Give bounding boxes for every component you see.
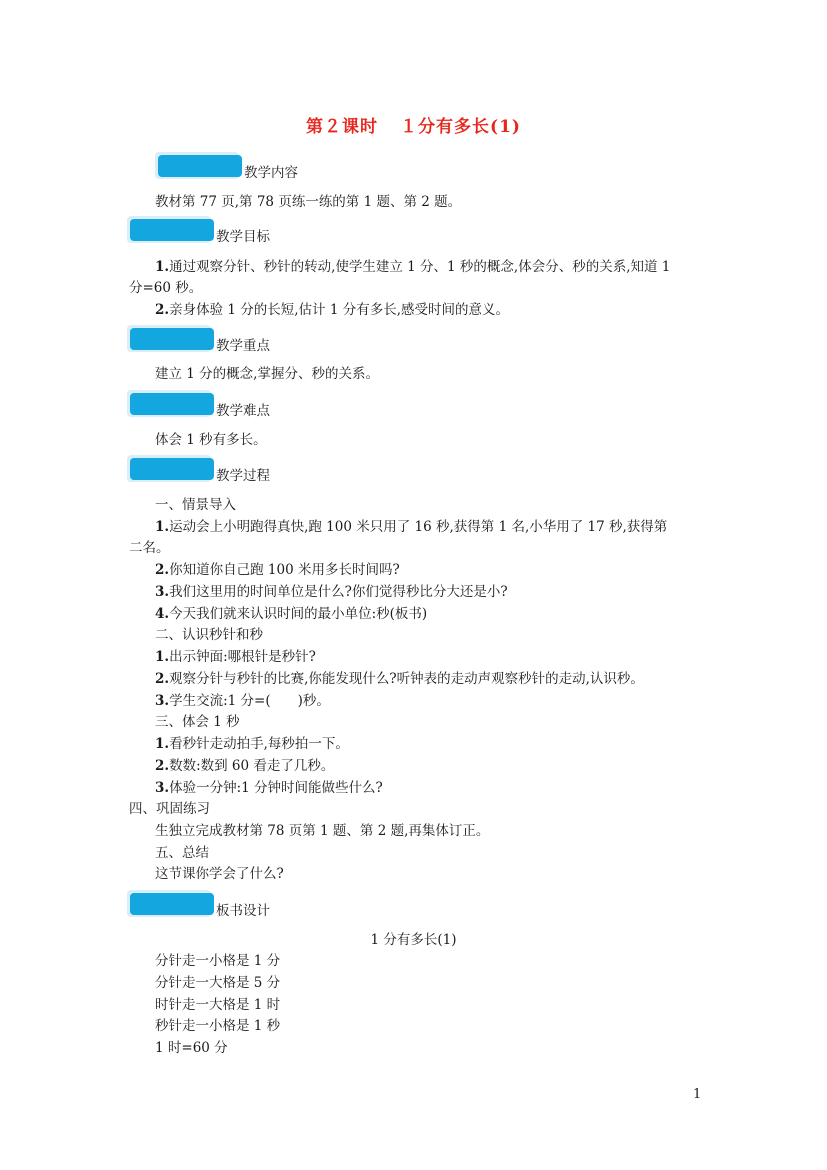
process-item: 1.看秒针走动拍手,每秒拍一下。 bbox=[155, 736, 349, 752]
section-label: 教学过程 bbox=[216, 468, 270, 484]
goal-2: 2.亲身体验 1 分的长短,估计 1 分有多长,感受时间的意义。 bbox=[155, 302, 510, 318]
section-badge bbox=[130, 893, 214, 915]
board-line: 时针走一大格是 1 时 bbox=[155, 997, 281, 1013]
process-item: 3.我们这里用的时间单位是什么?你们觉得秒比分大还是小? bbox=[155, 584, 508, 600]
goal-1: 1.通过观察分针、秒针的转动,使学生建立 1 分、1 秒的概念,体会分、秒的关系,知道 1 bbox=[155, 259, 671, 275]
process-head-3: 三、体会 1 秒 bbox=[155, 714, 240, 730]
title-lesson: 第２课时 bbox=[306, 117, 379, 137]
board-line: 秒针走一小格是 1 秒 bbox=[155, 1018, 281, 1034]
key-text: 建立 1 分的概念,掌握分、秒的关系。 bbox=[155, 366, 379, 382]
section-label: 教学难点 bbox=[216, 403, 270, 419]
title-topic: １分有多长(1) bbox=[400, 117, 521, 137]
content-text: 教材第 77 页,第 78 页练一练的第 1 题、第 2 题。 bbox=[155, 194, 462, 210]
section-badge bbox=[130, 328, 214, 350]
process-item: 3.体验一分钟:1 分钟时间能做些什么? bbox=[155, 780, 383, 796]
board-line: 分针走一小格是 1 分 bbox=[155, 953, 281, 969]
process-item: 2.观察分针与秒针的比赛,你能发现什么?听钟表的走动声观察秒针的走动,认识秒。 bbox=[155, 671, 644, 687]
process-item-cont: 二名。 bbox=[129, 540, 170, 556]
section-label: 教学内容 bbox=[244, 165, 298, 181]
board-line: 1 时=60 分 bbox=[155, 1040, 228, 1056]
page-title bbox=[0, 112, 827, 137]
section-badge bbox=[130, 219, 214, 241]
section-label: 教学目标 bbox=[216, 229, 270, 245]
section-label: 板书设计 bbox=[216, 903, 270, 919]
process-head-2: 二、认识秒针和秒 bbox=[155, 627, 263, 643]
goal-1-cont: 分=60 秒。 bbox=[129, 280, 203, 296]
process-item: 2.你知道你自己跑 100 米用多长时间吗? bbox=[155, 562, 400, 578]
process-item: 1.出示钟面:哪根针是秒针? bbox=[155, 649, 316, 665]
process-text: 这节课你学会了什么? bbox=[155, 866, 284, 882]
process-head-1: 一、情景导入 bbox=[155, 497, 236, 513]
process-head-4: 四、巩固练习 bbox=[129, 801, 210, 817]
section-label: 教学重点 bbox=[216, 338, 270, 354]
process-head-5: 五、总结 bbox=[155, 845, 209, 861]
process-item: 3.学生交流:1 分=( )秒。 bbox=[155, 693, 330, 709]
process-item: 2.数数:数到 60 看走了几秒。 bbox=[155, 758, 335, 774]
section-badge bbox=[158, 155, 242, 177]
process-text: 生独立完成教材第 78 页第 1 题、第 2 题,再集体订正。 bbox=[155, 823, 490, 839]
page-number: 1 bbox=[693, 1087, 702, 1102]
process-item: 1.运动会上小明跑得真快,跑 100 米只用了 16 秒,获得第 1 名,小华用了 17 秒,获得第 bbox=[155, 519, 668, 535]
section-badge bbox=[130, 458, 214, 480]
section-badge bbox=[130, 393, 214, 415]
difficulty-text: 体会 1 秒有多长。 bbox=[155, 432, 267, 448]
board-line: 分针走一大格是 5 分 bbox=[155, 975, 281, 991]
board-title: 1 分有多长(1) bbox=[370, 932, 457, 948]
process-item: 4.今天我们就来认识时间的最小单位:秒(板书) bbox=[155, 606, 428, 622]
